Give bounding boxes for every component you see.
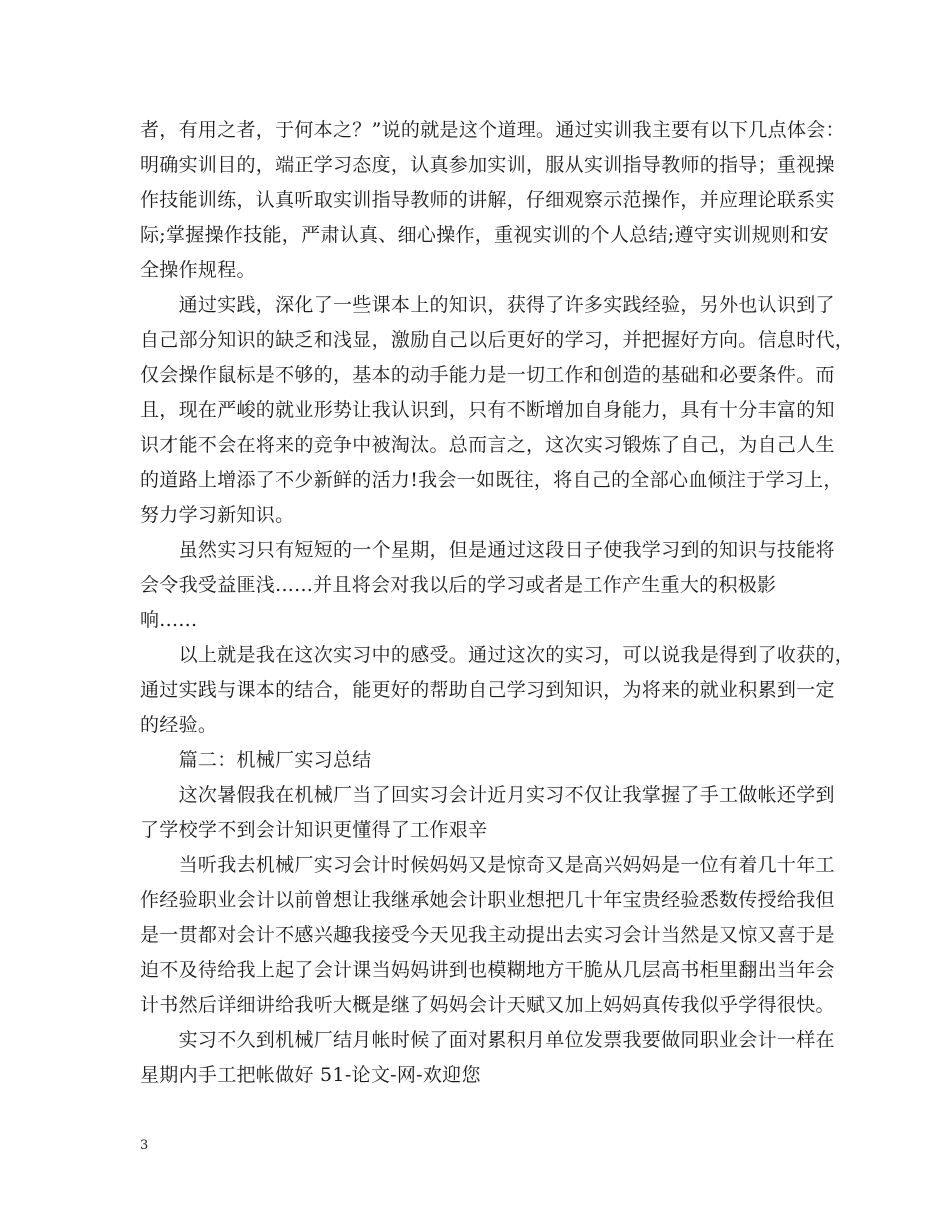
paragraph [140, 778, 835, 848]
paragraph [140, 533, 835, 638]
text-line: 明确实训目的，端正学习态度，认真参加实训，服从实训指导教师的指导；重视操 [140, 154, 835, 176]
text-line: 计书然后详细讲给我听大概是继了妈妈会计天赋又加上妈妈真传我似乎学得很快。 [140, 994, 835, 1016]
text-line: 通过实践，深化了一些课本上的知识，获得了许多实践经验，另外也认识到了 [140, 294, 835, 316]
text-line: 作技能训练，认真听取实训指导教师的讲解，仔细观察示范操作，并应理论联系实 [140, 189, 835, 211]
text-line: 全操作规程。 [140, 259, 256, 281]
text-line: 迫不及待给我上起了会计课当妈妈讲到也模糊地方干脆从几层高书柜里翻出当年会 [140, 959, 835, 981]
text-line: 虽然实习只有短短的一个星期，但是通过这段日子使我学习到的知识与技能将 [140, 539, 835, 561]
document-body [140, 113, 855, 1093]
text-line: 篇二：机械厂实习总结 [140, 749, 372, 771]
text-line: 会令我受益匪浅......并且将会对我以后的学习或者是工作产生重大的积极影 [140, 574, 777, 596]
paragraph [140, 113, 845, 288]
text-line: 仅会操作鼠标是不够的，基本的动手能力是一切工作和创造的基础和必要条件。而 [140, 364, 835, 386]
paragraph [140, 288, 855, 533]
text-line: 响...... [140, 609, 198, 631]
page-number: 3 [140, 1138, 149, 1153]
text-line: 实习不久到机械厂结月帐时候了面对累积月单位发票我要做同职业会计一样在 [140, 1029, 835, 1051]
paragraph [140, 1023, 835, 1093]
text-line: 这次暑假我在机械厂当了回实习会计近月实习不仅让我掌握了手工做帐还学到 [140, 784, 835, 806]
paragraph [140, 743, 812, 778]
text-line: 了学校学不到会计知识更懂得了工作艰辛 [140, 819, 488, 841]
text-line: 的经验。 [140, 714, 218, 736]
paragraph [140, 848, 835, 1023]
text-line: 努力学习新知识。 [140, 504, 295, 526]
text-line: 自己部分知识的缺乏和浅显，激励自己以后更好的学习，并把握好方向。信息时代， [140, 329, 855, 351]
text-line: 当听我去机械厂实习会计时候妈妈又是惊奇又是高兴妈妈是一位有着几十年工 [140, 854, 835, 876]
text-line: 是一贯都对会计不感兴趣我接受今天见我主动提出去实习会计当然是又惊又喜于是 [140, 924, 835, 946]
text-line: 识才能不会在将来的竞争中被淘汰。总而言之，这次实习锻炼了自己，为自己人生 [140, 434, 835, 456]
text-line: 的道路上增添了不少新鲜的活力!我会一如既往，将自己的全部心血倾注于学习上， [140, 469, 843, 491]
text-line: 通过实践与课本的结合，能更好的帮助自己学习到知识，为将来的就业积累到一定 [140, 679, 835, 701]
text-line: 作经验职业会计以前曾想让我继承她会计职业想把几十年宝贵经验悉数传授给我但 [140, 889, 835, 911]
paragraph [140, 638, 855, 743]
text-line: 星期内手工把帐做好 51-论文-网-欢迎您 [140, 1064, 481, 1086]
text-line: 者，有用之者，于何本之？”说的就是这个道理。通过实训我主要有以下几点体会： [140, 119, 845, 141]
text-line: 际;掌握操作技能，严肃认真、细心操作，重视实训的个人总结;遵守实训规则和安 [140, 224, 829, 246]
text-line: 以上就是我在这次实习中的感受。通过这次的实习，可以说我是得到了收获的， [140, 644, 855, 666]
text-line: 且，现在严峻的就业形势让我认识到，只有不断增加自身能力，具有十分丰富的知 [140, 399, 835, 421]
